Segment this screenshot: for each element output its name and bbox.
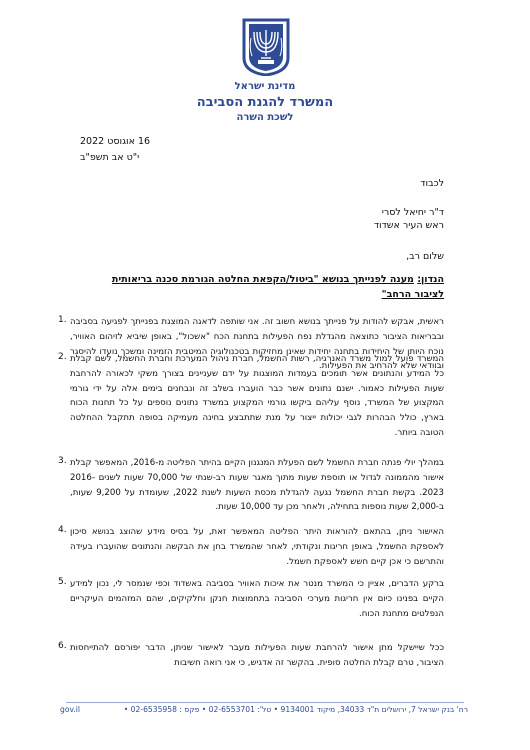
paragraph-number: 6. xyxy=(58,641,67,651)
subject-text-line-2: לציבור הרחב" xyxy=(381,289,444,300)
paragraph: במהלך יולי פנתה חברת החשמל לשם הפעלת המנגנון הקיים בהיתר הפליטה מ-2016, המאפשר קבלת אישור מהממונה לגדול או תוספת שעות מתוך מאגר שעות רב-שנתי של 70,000 שעות לשנים 2016-2023. בקשת חברת החשמל נגעה להגדלת מכסת השעות לשנת 2022, שעומדת על 9,200 שעות, ב-2,000 שעות נוספות בתחילה, ולאחר מכן עד 10,000 שעות. xyxy=(70,458,444,513)
paragraph: האישור ניתן, בהתאם להוראות היתר הפליטה המאפשר זאת, על בסיס מידע שהוצג בנושא סיכון לאספקת החשמל, באופן חריגות ונקודתי, לאחר שהמשרד בחן את הבקשה והנתונים שהועברו בעידה והתרשם כי אכן קיים חשש לאספקת חשמל. xyxy=(70,527,444,567)
ministry-name: המשרד להגנת הסביבה xyxy=(196,95,334,110)
gregorian-date: 16 אוגוסט 2022 xyxy=(80,136,151,147)
footer-address: רח' בנק ישראל 7, ירושלים ת"ד 34033, מיקוד 9134001 • טל': 02-6553701 • פקס : 02-6535958 • xyxy=(123,705,468,714)
greeting: שלום רב, xyxy=(406,251,444,262)
paragraph-number: 1. xyxy=(58,315,67,325)
recipient-name: ד"ר יחיאל לסרי xyxy=(381,207,444,218)
footer-website-link[interactable]: gov.il xyxy=(60,705,81,714)
paragraph: המשרד פועל למול משרד האנרגיה, רשות החשמל, חברת ניהול המערכת וחברת החשמל, לשם קבלת כל המידע והנתונים אשר תומכים בעמדות המוצגות על ידם שעניינים בצורך משקי לכאורה להרחבת שעות הפעילות כאמור. ישנם נתונים אשר כבר הועברו בשלב זה ונבחנים בימים אלה על ידי גורמי המקצוע של המשרד, נוסף עליהם ביקשו גורמי המקצוע במשרד נתונים נוספים על כל תחנות הכוח בארץ, כולל הבהרות לגבי יכולות ייצור על מנת שתתבצע בחינה מעמיקה בסופה תתקבל ההחלטה הטובה ביותר. xyxy=(70,354,444,438)
paragraph: ראשית, אבקש להודות על פנייתך בנושא חשוב זה. אני שותפה לדאגה המוצגת בפנייתך לפגיעה בסביבה ובבריאות הציבור כתוצאה מהגדלת נפח הפעילות בתחנת הכח "אשכול", באופן שיביא לזיהום האוויר, נוכח היותן של היחידות בתחנה יחידות שאינן מחזיקות בטכנולוגיה המיטבית הזמינה ומשכך נועדו להיסגר ובוודאי שלא להרחיב את הפעילות. xyxy=(70,317,444,372)
paragraph-number: 4. xyxy=(58,525,67,535)
subject-line xyxy=(62,272,444,302)
menorah-emblem-icon xyxy=(236,18,296,76)
recipient-title: ראש העיר אשדוד xyxy=(373,220,444,231)
subject-text-line-1: מענה לפנייתך בנושא "ביטול/הקפאת החלטה הגורמת סכנה בריאותית xyxy=(111,274,414,285)
paragraph-number: 2. xyxy=(58,352,67,362)
paragraph-number: 5. xyxy=(58,577,67,587)
state-name: מדינת ישראל xyxy=(234,81,296,92)
recipient-honorific: לכבוד xyxy=(420,178,444,189)
paragraph: ככל שיישקל מתן אישור להרחבת שעות הפעילות מעבר לאישור שניתן, הדבר יפורסם להתייחסות הציבור, טרם קבלת החלטה סופית. בהקשר זה אדגיש, כי אני רואה חשיבות xyxy=(70,643,444,668)
paragraph-number: 3. xyxy=(58,456,67,466)
office-name: לשכת השרה xyxy=(236,112,294,123)
hebrew-date: י"ט אב תשפ"ב xyxy=(80,152,140,163)
footer-divider xyxy=(66,702,464,703)
paragraph: ברקע הדברים, אציין כי המשרד מנטר את איכות האוויר בסביבה באשדוד וכפי שנמסר לי, נכון למידע הקיים בפנינו כיום אין חריגות מערכי הסביבה בתחמוצות חנקן וחלקיקים, שהם המזהמים העיקריים הנפלטים מתחנת הכוח. xyxy=(70,579,444,619)
subject-label: הנדון: xyxy=(417,274,444,285)
